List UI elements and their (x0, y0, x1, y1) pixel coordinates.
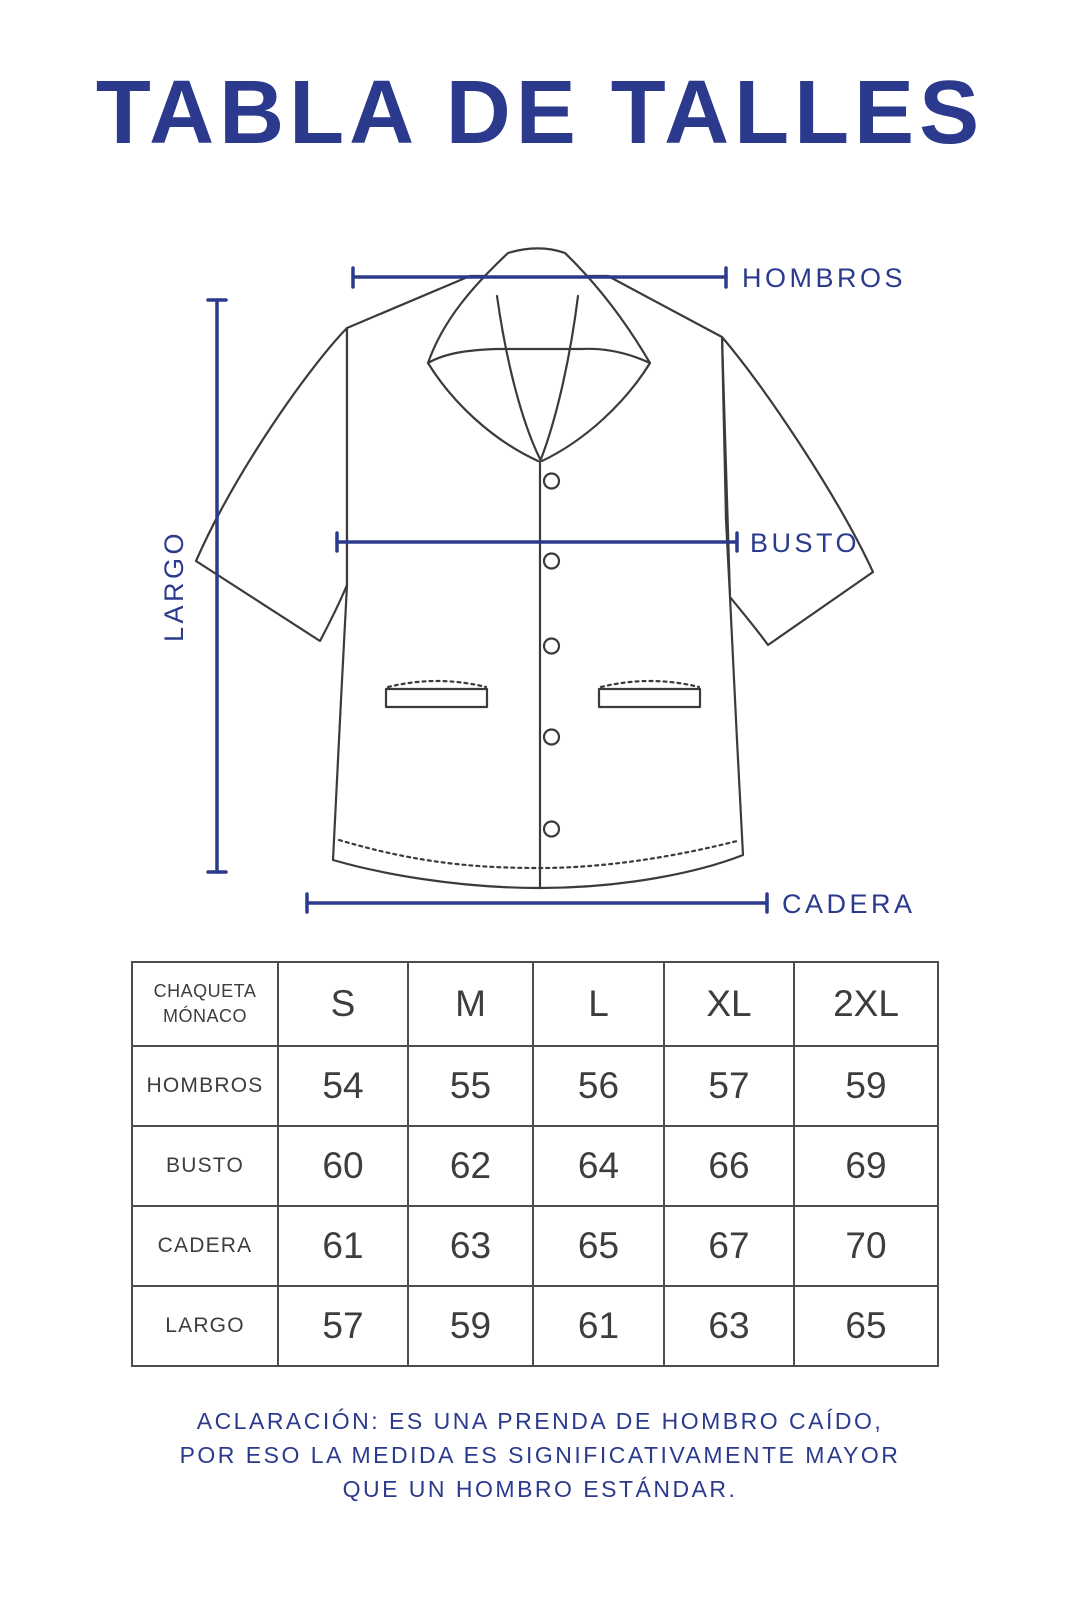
product-name-cell (132, 962, 278, 1046)
size-value-cell: 56 (533, 1046, 664, 1126)
size-col-header-l: L (533, 962, 664, 1046)
table-row-cadera (132, 1206, 938, 1286)
disclaimer-line-2: POR ESO LA MEDIDA ES SIGNIFICATIVAMENTE MAYOR (179, 1442, 901, 1468)
size-value-cell: 63 (408, 1206, 533, 1286)
size-value-cell: 66 (664, 1126, 794, 1206)
size-value-cell: 63 (664, 1286, 794, 1366)
hombros-label: HOMBROS (742, 263, 907, 293)
product-name-line1: CHAQUETA (153, 981, 257, 1001)
table-row-largo (132, 1286, 938, 1366)
measure-row-label: CADERA (132, 1206, 278, 1286)
table-row-hombros (132, 1046, 938, 1126)
measure-row-label: HOMBROS (132, 1046, 278, 1126)
size-value-cell: 65 (533, 1206, 664, 1286)
size-value-cell: 62 (408, 1126, 533, 1206)
size-value-cell: 61 (533, 1286, 664, 1366)
size-col-header-s: S (278, 962, 408, 1046)
size-value-cell: 59 (794, 1046, 938, 1126)
size-col-header-m: M (408, 962, 533, 1046)
size-value-cell: 70 (794, 1206, 938, 1286)
disclaimer-line-1: ACLARACIÓN: ES UNA PRENDA DE HOMBRO CAÍDO, (196, 1408, 884, 1434)
size-col-header-xl: XL (664, 962, 794, 1046)
size-value-cell: 69 (794, 1126, 938, 1206)
disclaimer-note (0, 1404, 1080, 1506)
shirt-body (333, 276, 743, 888)
size-table (131, 961, 939, 1367)
right-sleeve (722, 337, 873, 645)
size-value-cell: 59 (408, 1286, 533, 1366)
size-value-cell: 61 (278, 1206, 408, 1286)
table-header-row (132, 962, 938, 1046)
table-row-busto (132, 1126, 938, 1206)
size-value-cell: 57 (664, 1046, 794, 1126)
shirt-sketch-icon (196, 249, 873, 889)
size-value-cell: 60 (278, 1126, 408, 1206)
page-title: TABLA DE TALLES (95, 63, 985, 163)
disclaimer-line-3: QUE UN HOMBRO ESTÁNDAR. (342, 1476, 738, 1502)
size-value-cell: 54 (278, 1046, 408, 1126)
measure-row-label: BUSTO (132, 1126, 278, 1206)
size-value-cell: 67 (664, 1206, 794, 1286)
measure-row-label: LARGO (132, 1286, 278, 1366)
largo-label: LARGO (159, 529, 189, 643)
size-value-cell: 64 (533, 1126, 664, 1206)
size-value-cell: 65 (794, 1286, 938, 1366)
busto-label: BUSTO (750, 528, 861, 558)
size-value-cell: 57 (278, 1286, 408, 1366)
size-col-header-2xl: 2XL (794, 962, 938, 1046)
cadera-label: CADERA (782, 889, 916, 919)
size-value-cell: 55 (408, 1046, 533, 1126)
product-name-line2: MÓNACO (163, 1006, 247, 1026)
